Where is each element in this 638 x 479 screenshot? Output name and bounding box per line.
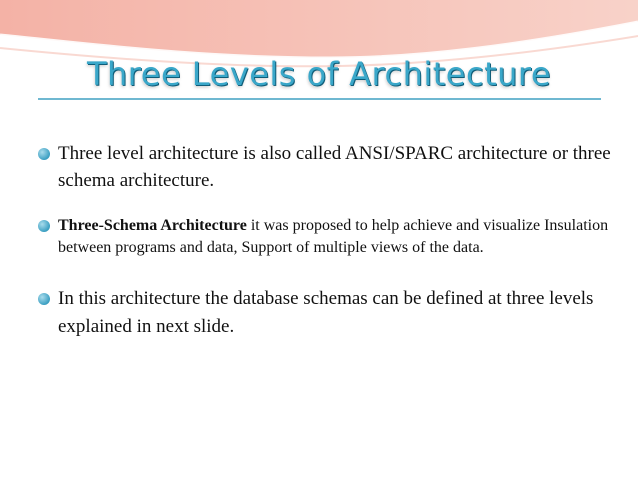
slide-title: Three Levels of Architecture — [86, 55, 552, 93]
title-underline — [38, 98, 601, 100]
bullet-item — [36, 285, 621, 341]
bullet-item — [36, 140, 621, 194]
bullet-marker-icon — [38, 220, 50, 232]
bullet-list — [36, 140, 621, 341]
bullet-text: In this architecture the database schemas can be defined at three levels explained in next slide. — [58, 288, 594, 337]
bullet-text: Three level architecture is also called ANSI/SPARC architecture or three schema architecture. — [58, 143, 611, 191]
bullet-item — [36, 215, 621, 259]
bullet-bold-term: Three-Schema Architecture — [58, 217, 247, 234]
bullet-text: it was proposed to help achieve and visualize Insulation between programs and data, Support of multiple views of the data. — [58, 217, 609, 256]
bullet-marker-icon — [38, 148, 50, 160]
bullet-marker-icon — [38, 293, 50, 305]
